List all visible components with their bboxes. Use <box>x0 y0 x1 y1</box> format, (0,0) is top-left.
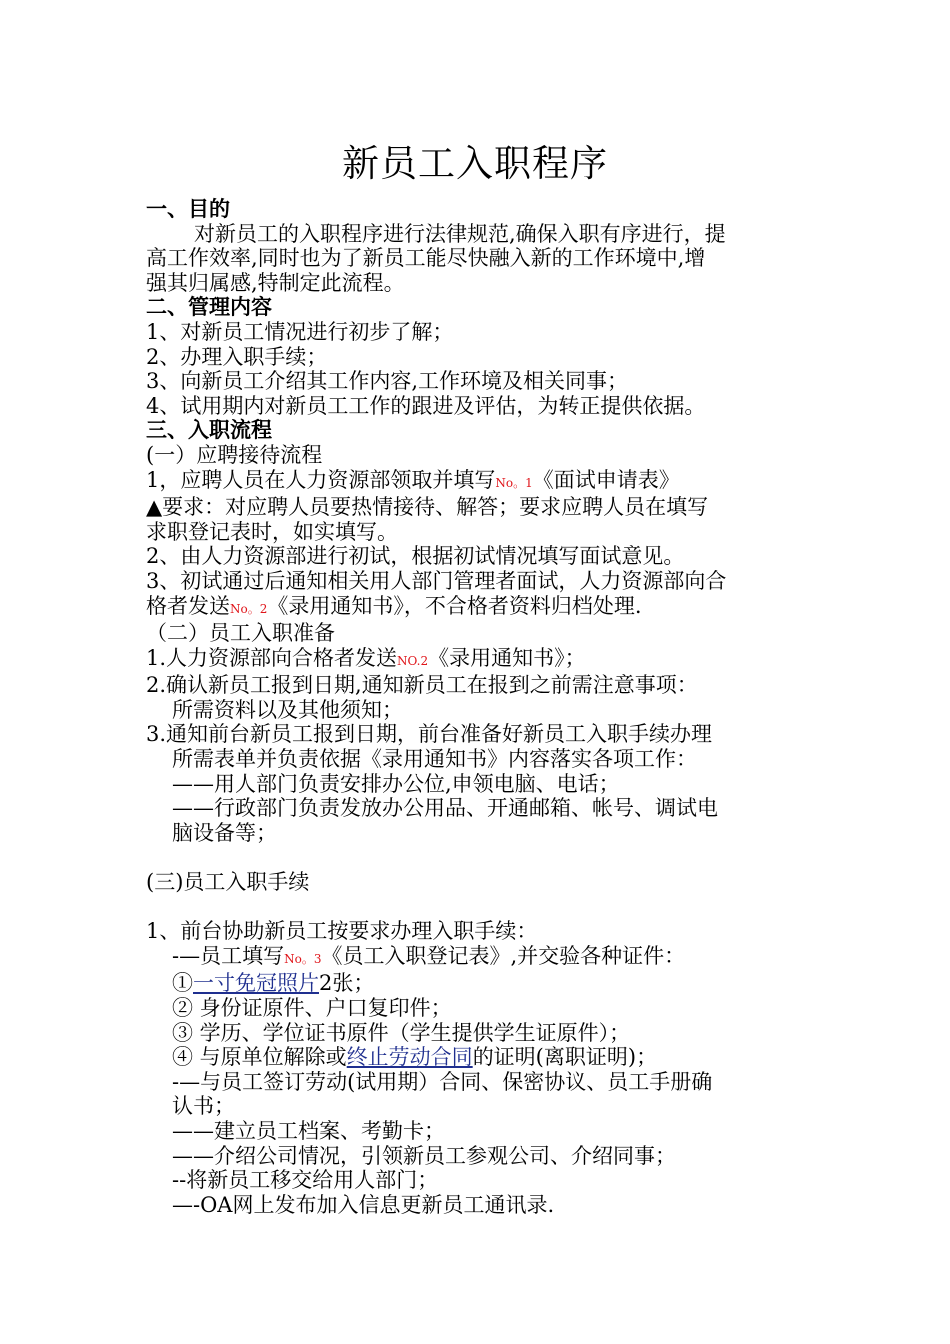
preparation-step-2-line-2: 所需资料以及其他须知； <box>172 697 403 722</box>
preparation-step-1: 1.人力资源部向合格者发送NO.2《录用通知书》； <box>146 645 586 670</box>
management-item-1: 1、对新员工情况进行初步了解； <box>146 319 454 344</box>
spacer <box>146 895 818 920</box>
preparation-step-3-line-3: ——用人部门负责安排办公位,申领电脑、电话； <box>172 771 620 796</box>
preparation-step-3-line-1: 3.通知前台新员工报到日期，前台准备好新员工入职手续办理 <box>146 722 713 747</box>
reception-step-3-line-2: 格者发送No。2《录用通知书》，不合格者资料归档处理. <box>146 593 642 618</box>
management-item-4: 4、试用期内对新员工工作的跟进及评估，为转正提供依据。 <box>146 393 706 418</box>
purpose-text-line-1: 对新员工的入职程序进行法律规范,确保入职有序进行，提 <box>194 221 726 246</box>
preparation-step-2-line-1: 2.确认新员工报到日期,通知新员工在报到之前需注意事项： <box>146 673 698 698</box>
procedure-line-introduce: ——介绍公司情况，引领新员工参观公司、介绍同事； <box>172 1143 676 1168</box>
preparation-step-3-line-2: 所需表单并负责依据《录用通知书》内容落实各项工作： <box>172 747 697 772</box>
reception-requirement-line-1: ▲要求：对应聘人员要热情接待、解答；要求应聘人员在填写 <box>146 495 709 520</box>
reception-requirement-line-2: 求职登记表时，如实填写。 <box>146 519 398 544</box>
form-number-tag: No。2 <box>230 601 268 616</box>
form-number-tag: NO.2 <box>397 653 429 668</box>
preparation-step-3-line-4: ——行政部门负责发放办公用品、开通邮箱、帐号、调试电 <box>172 796 718 821</box>
procedure-step-1: 1、前台协助新员工按要求办理入职手续： <box>146 919 538 944</box>
management-item-3: 3、向新员工介绍其工作内容,工作环境及相关同事； <box>146 369 629 394</box>
document-item-id: ② 身份证原件、户口复印件； <box>172 996 452 1020</box>
spacer <box>146 845 818 870</box>
reception-step-3-line-1: 3、初试通过后通知相关用人部门管理者面试，人力资源部向合 <box>146 568 727 593</box>
section-1-heading: 一、目的 <box>146 196 230 221</box>
labor-contract-link[interactable]: 终止劳动合同 <box>346 1045 473 1070</box>
subsection-1-heading: (一）应聘接待流程 <box>146 442 323 467</box>
procedure-line-oa: —-OA网上发布加入信息更新员工通讯录. <box>172 1192 555 1217</box>
purpose-text-line-3: 强其归属感,特制定此流程。 <box>146 270 405 295</box>
management-item-2: 2、办理入职手续； <box>146 344 328 369</box>
preparation-step-3-line-5: 脑设备等； <box>172 820 277 845</box>
section-3-heading: 三、入职流程 <box>146 417 272 443</box>
reception-step-2: 2、由人力资源部进行初试，根据初试情况填写面试意见。 <box>146 544 685 569</box>
document-item-termination: ④ 与原单位解除或终止劳动合同的证明(离职证明)； <box>172 1045 658 1070</box>
procedure-line-contract-1: -—与员工签订劳动(试用期）合同、保密协议、员工手册确 <box>172 1069 713 1094</box>
procedure-line-contract-2: 认书； <box>172 1094 235 1119</box>
subsection-3-heading: (三)员工入职手续 <box>146 870 310 895</box>
document-item-diploma: ③ 学历、学位证书原件（学生提供学生证原件）； <box>172 1020 631 1045</box>
document-item-photo: ①一寸免冠照片2张； <box>172 971 375 996</box>
document-body <box>146 197 818 1217</box>
purpose-text-line-2: 高工作效率,同时也为了新员工能尽快融入新的工作环境中,增 <box>146 246 706 271</box>
subsection-2-heading: （二）员工入职准备 <box>146 621 335 646</box>
reception-step-1: 1，应聘人员在人力资源部领取并填写No。1《面试申请表》 <box>146 467 680 492</box>
section-2-heading: 二、管理内容 <box>146 294 272 320</box>
procedure-line-fill-form: -—员工填写No。3《员工入职登记表》,并交验各种证件： <box>172 943 686 968</box>
procedure-line-handover: --将新员工移交给用人部门； <box>172 1168 439 1193</box>
procedure-line-archive: ——建立员工档案、考勤卡； <box>172 1118 445 1143</box>
photo-link[interactable]: 一寸免冠照片 <box>193 971 319 996</box>
form-number-tag: No。1 <box>495 475 533 490</box>
form-number-tag: No。3 <box>284 951 322 966</box>
page-title: 新员工入职程序 <box>342 142 608 185</box>
